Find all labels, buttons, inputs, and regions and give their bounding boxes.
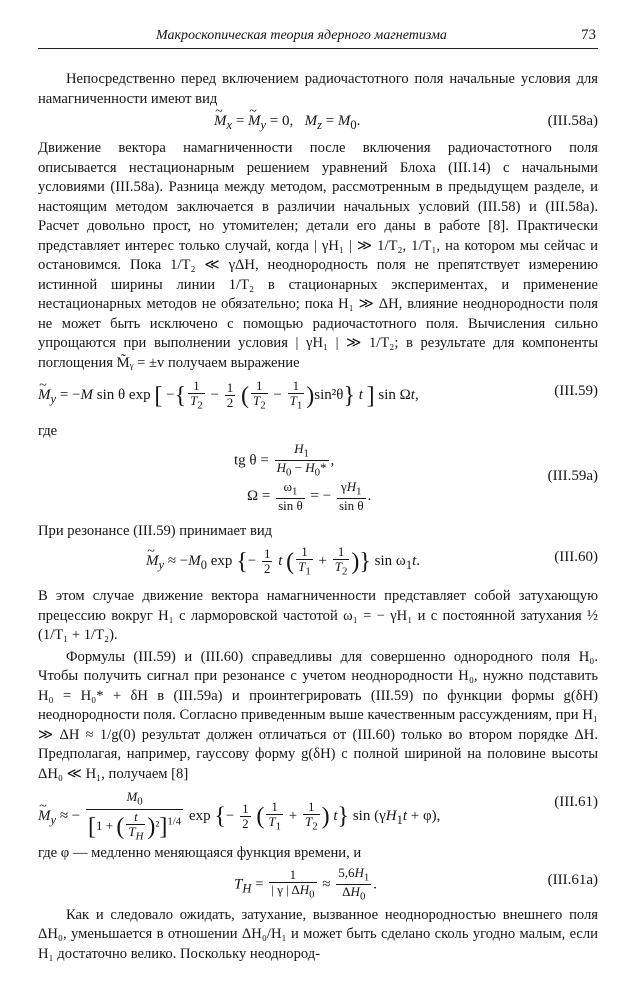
- equation-body-tg: tg θ = $\frac{H_1}{H_0 - H_0*}$ ,: [234, 440, 335, 479]
- equation-body: $T_H$ = $\frac{1}{| \gamma | \Delta H_0}$ ≈ $\frac{5,6H_1}{\Delta H_0}$ .: [234, 864, 378, 903]
- page: [38, 26, 598, 964]
- equation-label: (III.61): [554, 794, 598, 810]
- paragraph-1: Непосредственно перед включением радиочастотного поля начальные условия для намагниченности имеют вид: [38, 71, 598, 107]
- equation-iii-61: [38, 784, 598, 843]
- equation-label: (III.59): [554, 383, 598, 399]
- equation-iii-60: [38, 541, 598, 585]
- equation-body: ~ $M_y$ ≈ − $M_0$ [1 + ( $\frac{t}{T_H}$ )²]$^{1/4}$ exp {− $\frac{1}{2}$ ( $\frac{1}{T_1}$ + $\frac{1}{T_2}$ ) t} $\sin (\gamma H_1t + \varphi)$,: [38, 790, 440, 843]
- paragraph-6: Формулы (III.59) и (III.60) справедливы для совершенно однородного поля H₀. Чтобы получить сигнал при резонансе с учетом неоднородности H₀, нужно подставить H₀ = H₀* + δH в (III.59а) и проинтегрировать (III.59) по функции формы g(δH) неоднородности поля. Согласно приведенным выше качественным рассуждениям, при H₁ ≫ ΔH ≈ 1/g(0) результат должен отличаться от (III.60) только во втором порядке ΔH. Предполагая, например, гауссову форму g(δH) с полной шириной на половине высоты ΔH₀ ≪ H₁, получаем [8]: [38, 648, 598, 782]
- equation-label: (III.58a): [547, 113, 598, 129]
- equation-iii-59a: [38, 442, 598, 520]
- equation-label: (III.59a): [547, 467, 598, 484]
- header-title: Макроскопическая теория ядерного магнетизма: [156, 28, 447, 43]
- paragraph-3: где: [38, 423, 58, 439]
- equation-iii-58a: [38, 109, 598, 139]
- paragraph-5: В этом случае движение вектора намагниченности представляет собой затухающую прецессию вокруг H₁ с ларморовской частотой ω₁ = − γH₁ и с постоянной затухания ½ (1/T₁ + 1/T₂).: [38, 588, 598, 643]
- equation-body: ~ $M_y \approx -M_0$ exp {− $\frac{1}{2}$ t ( $\frac{1}{T_1}$ + $\frac{1}{T_2}$ )} $\sin \omega_1t$.: [146, 545, 420, 579]
- paragraph-4: При резонансе (III.59) принимает вид: [38, 522, 273, 539]
- equation-iii-59: [38, 373, 598, 417]
- paragraph-2: Движение вектора намагниченности после включения радиочастотного поля описывается нестационарным решением уравнений Блоха (III.14) с начальными условиями (III.58а). Разница между методом, рассмотренным в предыдущем разделе, и настоящим методом заключается в различии начальных условий (III.58) и (III.58а). Расчет довольно прост, но утомителен; детали его даны в работе [8]. Практически представляет интерес только случай, когда | γH₁ | ≫ 1/T₂, 1/T₁, на котором мы сейчас и остановимся. Пока 1/T₂ ≪ γΔH, неоднородность поля не препятствует измерению истинной ширины линии 1/T₂ в стационарных экспериментах, и применение нестационарных методов не обязательно; пока H₁ ≫ ΔH, влияние неоднородности поля не может быть исключено с помощью радиочастотного поля. Вычисления сильно упрощаются при выполнении условия | γH₁ | ≫ 1/T₂; в результате для компоненты поглощения M̃ᵧ = ±v получаем выражение: [38, 140, 598, 371]
- equation-label: (III.60): [554, 549, 598, 565]
- equation-body-omega: Ω = $\frac{\omega_1}{\text{sin θ}}$ = − $\frac{\gamma H_1}{\text{sin θ}}$ .: [247, 478, 372, 514]
- running-header: [38, 26, 598, 49]
- equation-iii-61a: [38, 864, 598, 906]
- equation-label: (III.61a): [547, 871, 598, 888]
- paragraph-7: где φ — медленно меняющаяся функция времени, и: [38, 845, 362, 861]
- equation-body: ~ $M_y = -M$ sin θ exp [ −{ $\frac{1}{T_2}$ − $\frac{1}{2}$ ( $\frac{1}{T_2}$ − $\frac{1}{T_1}$ )sin²θ} t ] sin Ωt,: [38, 379, 419, 413]
- equation-body: ~ $M_x$ = ~ $M_y = 0$, $M_z = M_0$.: [214, 113, 360, 133]
- page-number: 73: [581, 27, 596, 43]
- paragraph-8: Как и следовало ожидать, затухание, вызванное неоднородностью внешнего поля ΔH₀, уменьшается в отношении ΔH₀/H₁ и может быть сделано сколь угодно малым, если H₁ достаточно велико. Поскольку неоднород-: [38, 906, 598, 962]
